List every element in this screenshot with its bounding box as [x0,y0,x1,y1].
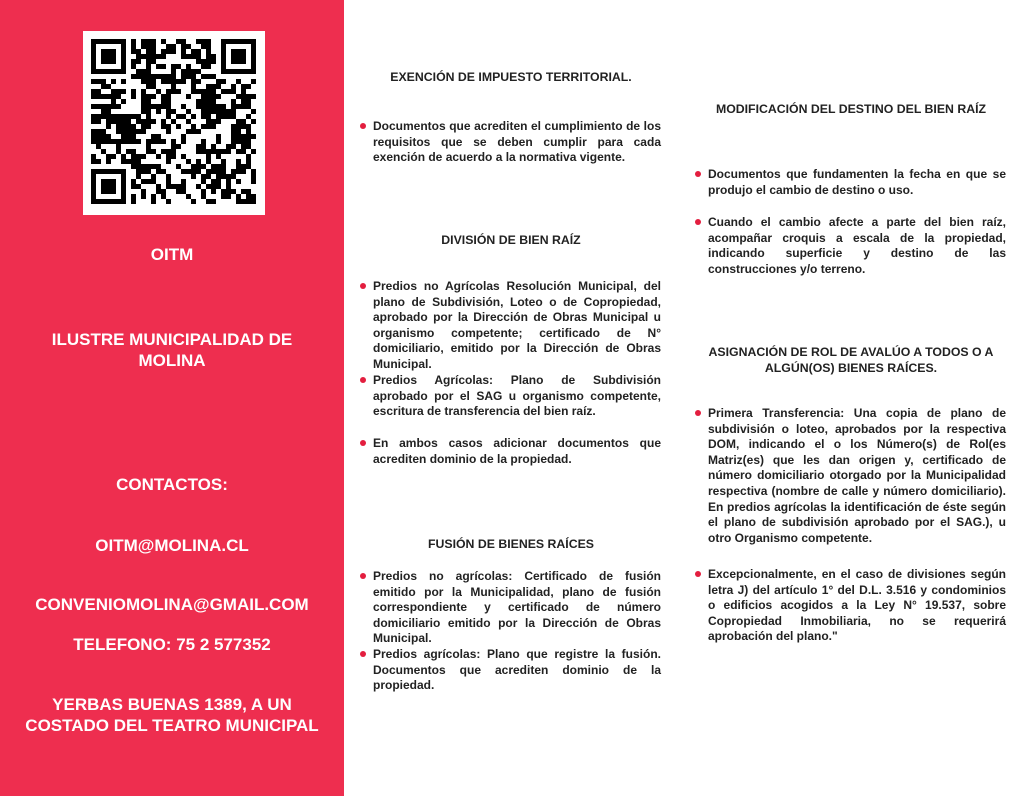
bullet-icon [695,571,701,577]
list-item: Documentos que fundamenten la fecha en que se produjo el cambio de destino o uso. [694,167,1006,198]
list-item: En ambos casos adicionar documentos que acrediten dominio de la propiedad. [359,436,661,467]
bullet-icon [360,377,366,383]
bullet-icon [360,283,366,289]
section-title-modificacion: MODIFICACIÓN DEL DESTINO DEL BIEN RAÍZ [715,102,987,116]
bullet-icon [360,651,366,657]
qr-code[interactable] [83,31,265,215]
section-title-exencion: EXENCIÓN DE IMPUESTO TERRITORIAL. [390,70,632,84]
bullet-icon [360,123,366,129]
bullet-icon [695,410,701,416]
contact-panel [0,0,344,796]
qr-code-icon [91,39,257,207]
email-oitm-link[interactable]: OITM@MOLINA.CL [95,536,249,555]
bullet-icon [360,573,366,579]
phone-number: TELEFONO: 75 2 577352 [73,635,271,654]
contacts-title: CONTACTOS: [116,475,228,494]
bullet-icon [360,440,366,446]
bullet-icon [695,219,701,225]
org-full-name: ILUSTRE MUNICIPALIDAD DE MOLINA [51,330,293,370]
section-title-division: DIVISIÓN DE BIEN RAÍZ [441,233,581,247]
list-item: Predios no agrícolas: Certificado de fusión emitido por la Municipalidad, plano de fusión correspondiente y certificado de número domiciliario emitido por la Dirección de Obras Municipal. [359,569,661,647]
section-title-asignacion: ASIGNACIÓN DE ROL DE AVALÚO A TODOS O A ALGÚN(OS) BIENES RAÍCES. [708,345,994,375]
list-item: Predios Agrícolas: Plano de Subdivisión aprobado por el SAG u organismo competente, escritura de transferencia del bien raíz. [359,373,661,420]
bullet-icon [695,171,701,177]
list-item: Predios no Agrícolas Resolución Municipal, del plano de Subdivisión, Loteo o de Copropiedad, aprobado por la Dirección de Obras Municipal u organismo competente; certificado de N° domiciliario, emitido por la Dirección de Obras Municipal. [359,279,661,373]
org-short-name: OITM [150,245,194,264]
list-item: Cuando el cambio afecte a parte del bien raíz, acompañar croquis a escala de la propiedad, indicando superficie y destino de las construcciones y/o terreno. [694,215,1006,277]
section-title-fusion: FUSIÓN DE BIENES RAÍCES [427,537,595,551]
list-item: Primera Transferencia: Una copia de plano de subdivisión o loteo, aprobados por la respectiva DOM, indicando el o los Número(s) de Rol(es Matriz(es) que les dan origen y, certificado de número domiciliario otorgado por la Municipalidad respectiva (nombre de calle y número domiciliario). En predios agrícolas la identificación de éste según el plano de subdivisión aprobado por el SAG.), u otro Organismo competente. [694,406,1006,546]
list-item: Predios agrícolas: Plano que registre la fusión. Documentos que acrediten dominio de la propiedad. [359,647,661,694]
right-column [678,0,1024,796]
list-item: Excepcionalmente, en el caso de divisiones según letra J) del artículo 1° del D.L. 3.516 y condominios o edificios acogidos a la Ley N° 19.537, sobre Copropiedad Inmobiliaria, no se requerirá aprobación del plano." [694,567,1006,645]
email-convenio-link[interactable]: CONVENIOMOLINA@GMAIL.COM [35,595,309,614]
address: YERBAS BUENAS 1389, A UN COSTADO DEL TEATRO MUNICIPAL [25,695,319,735]
middle-column [344,0,678,796]
list-item: Documentos que acrediten el cumplimiento de los requisitos que se deben cumplir para cada exención de acuerdo a la normativa vigente. [359,119,661,166]
